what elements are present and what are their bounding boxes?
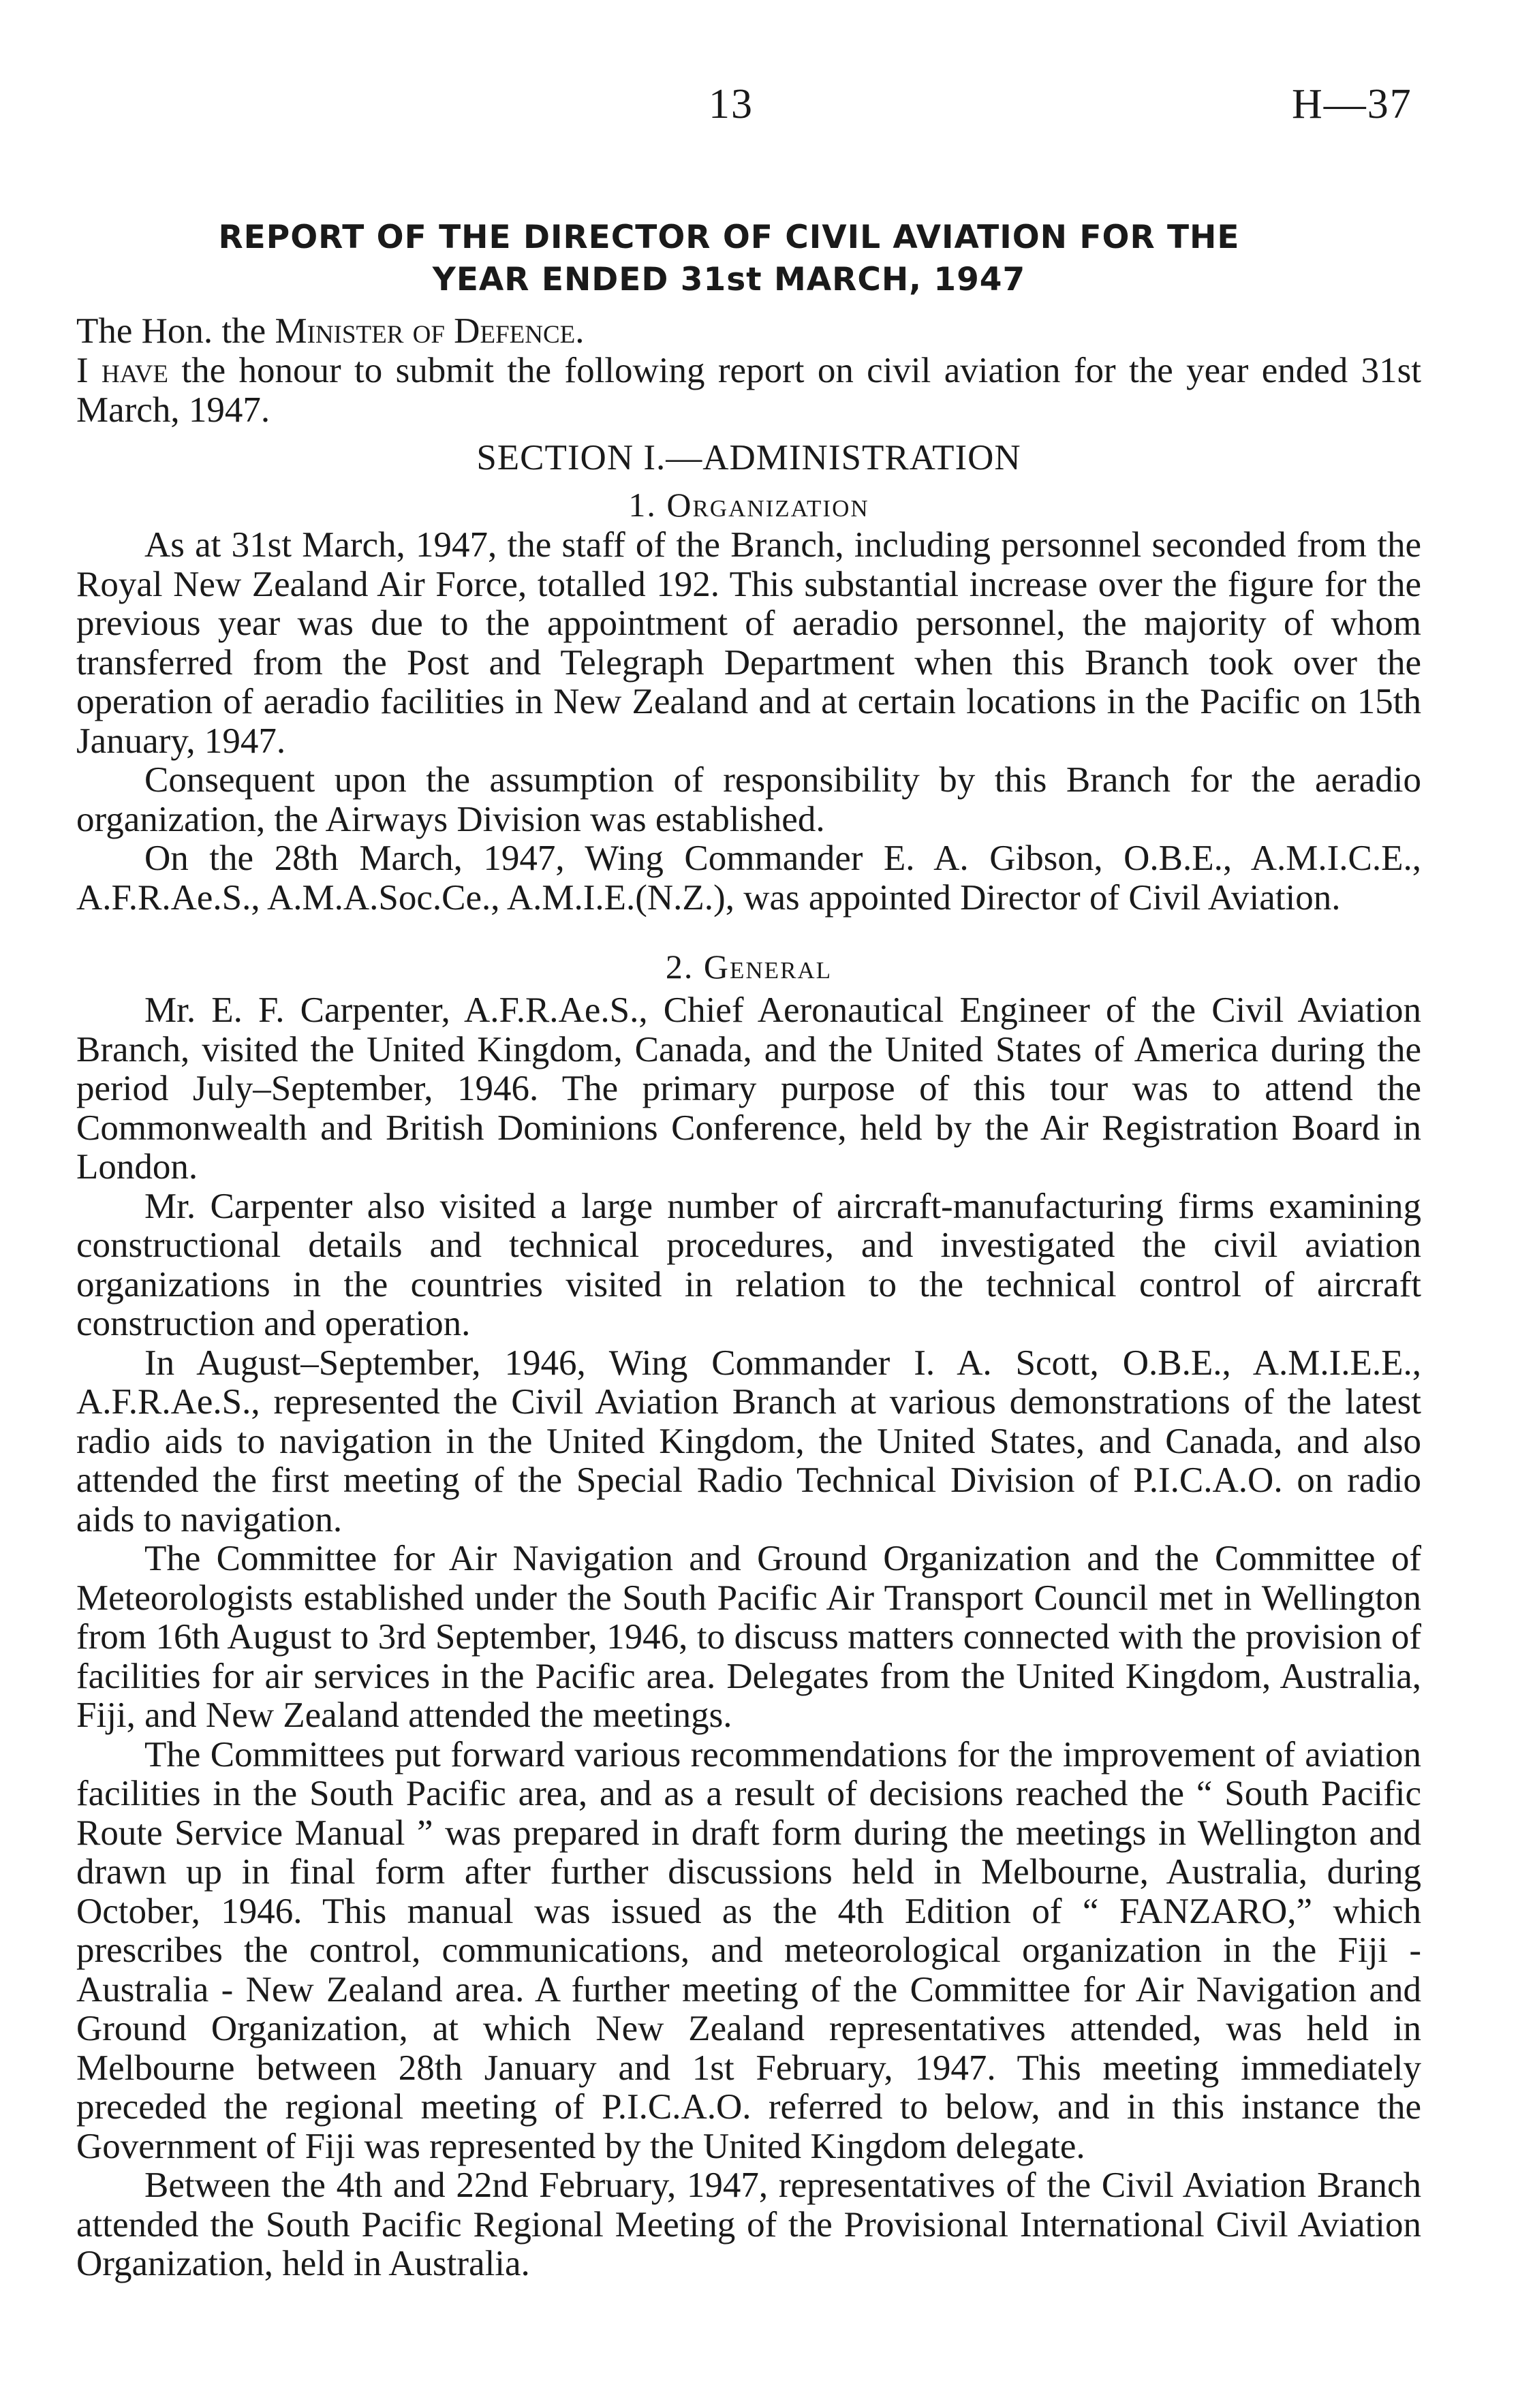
organization-section <box>76 526 1421 918</box>
addressee-office: Minister of Defence <box>275 311 576 351</box>
general-paragraph: Between the 4th and 22nd February, 1947, representatives of the Civil Aviation Branch attended the South Pacific Regional Meeting of the Provisional International Civil Aviation Organization, held in Australia. <box>76 2165 1421 2283</box>
general-paragraph: Mr. Carpenter also visited a large number of aircraft-manufacturing firms examining constructional details and technical procedures, and investigated the civil aviation organizations in the countries visited in relation to the technical control of aircraft construction and operation. <box>76 1186 1421 1343</box>
addressee-prefix: The Hon. the <box>76 311 275 351</box>
opening-text: the honour to submit the following report on civil aviation for the year ended 31st March, 1947. <box>76 351 1421 430</box>
document-reference: H—37 <box>1292 81 1412 127</box>
opening-lead: I have <box>76 351 169 390</box>
general-paragraph: The Committees put forward various recommendations for the improvement of aviation facilities in the South Pacific area, and as a result of decisions reached the “ South Pacific Route Service Manual ” was prepared in draft form during the meetings in Wellington and drawn up in final form after further discussions held in Melbourne, Australia, during October, 1946. This manual was issued as the 4th Edition of “ FANZARO,” which prescribes the control, communications, and meteorological organization in the Fiji - Australia - New Zealand area. A further meeting of the Committee for Air Navigation and Ground Organization, at which New Zealand representatives attended, was held in Melbourne between 28th January and 1st February, 1947. This meeting immediately preceded the regional meeting of P.I.C.A.O. referred to below, and in this instance the Government of Fiji was represented by the United Kingdom delegate. <box>76 1734 1421 2166</box>
section-heading: SECTION I.—ADMINISTRATION <box>476 438 1021 478</box>
organization-paragraph: Consequent upon the assumption of responsibility by this Branch for the aeradio organization, the Airways Division was established. <box>76 760 1421 839</box>
report-title-line-1: REPORT OF THE DIRECTOR OF CIVIL AVIATION FOR THE <box>218 219 1240 256</box>
report-title-line-2: YEAR ENDED 31st MARCH, 1947 <box>432 261 1026 298</box>
addressee <box>76 312 1421 351</box>
general-paragraph: In August–September, 1946, Wing Commander I. A. Scott, O.B.E., A.M.I.E.E., A.F.R.Ae.S., represented the Civil Aviation Branch at various demonstrations of the latest radio aids to navigation in the United Kingdom, the United States, and Canada, and also attended the first meeting of the Special Radio Technical Division of P.I.C.A.O. on radio aids to navigation. <box>76 1343 1421 1539</box>
page-number: 13 <box>709 81 754 127</box>
organization-paragraph: As at 31st March, 1947, the staff of the Branch, including personnel seconded from the Royal New Zealand Air Force, totalled 192. This substantial increase over the figure for the previous year was due to the appointment of aeradio personnel, the majority of whom transferred from the Post and Telegraph Department when this Branch took over the operation of aeradio facilities in New Zealand and at certain locations in the Pacific on 15th January, 1947. <box>76 525 1421 761</box>
general-section <box>76 991 1421 2284</box>
organization-paragraph: On the 28th March, 1947, Wing Commander E. A. Gibson, O.B.E., A.M.I.C.E., A.F.R.Ae.S., A.M.A.Soc.Ce., A.M.I.E.(N.Z.), was appointed Director of Civil Aviation. <box>76 839 1421 918</box>
addressee-suffix: . <box>575 311 585 351</box>
report-title <box>136 217 1322 301</box>
general-paragraph: The Committee for Air Navigation and Ground Organization and the Committee of Meteorologists established under the South Pacific Air Transport Council met in Wellington from 16th August to 3rd September, 1946, to discuss matters connected with the provision of facilities for air services in the Pacific area. Delegates from the United Kingdom, Australia, Fiji, and New Zealand attended the meetings. <box>76 1539 1421 1735</box>
general-paragraph: Mr. E. F. Carpenter, A.F.R.Ae.S., Chief Aeronautical Engineer of the Civil Aviation Branch, visited the United Kingdom, Canada, and the United States of America during the period July–September, 1946. The primary purpose of this tour was to attend the Commonwealth and British Dominions Conference, held by the Air Registration Board in London. <box>76 990 1421 1187</box>
general-heading: 2. General <box>665 948 833 986</box>
opening-paragraph <box>76 351 1421 430</box>
organization-heading: 1. Organization <box>628 486 869 524</box>
